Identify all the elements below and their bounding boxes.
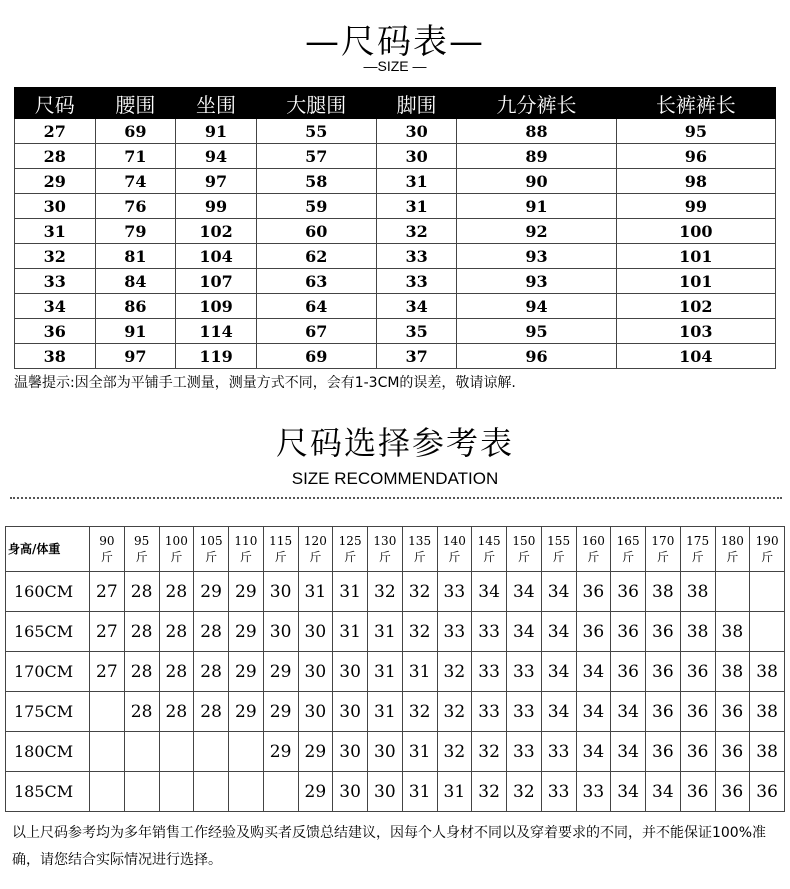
size-suggestion-cell: 33 bbox=[507, 732, 542, 772]
size-cell: 84 bbox=[95, 269, 176, 294]
size-cell: 34 bbox=[376, 294, 457, 319]
height-label: 185CM bbox=[6, 772, 90, 812]
size-suggestion-cell: 31 bbox=[333, 572, 368, 612]
weight-unit: 斤 bbox=[309, 550, 322, 564]
size-cell: 94 bbox=[457, 294, 616, 319]
size-suggestion-cell: 29 bbox=[229, 572, 264, 612]
size-suggestion-cell bbox=[159, 772, 194, 812]
size-suggestion-cell: 34 bbox=[611, 772, 646, 812]
size-cell: 37 bbox=[376, 344, 457, 369]
size-suggestion-cell: 29 bbox=[229, 612, 264, 652]
weight-unit: 斤 bbox=[378, 550, 391, 564]
size-suggestion-cell bbox=[715, 572, 750, 612]
weight-header bbox=[437, 527, 472, 572]
size-cell: 107 bbox=[176, 269, 257, 294]
size-suggestion-cell: 27 bbox=[90, 652, 125, 692]
weight-unit: 斤 bbox=[656, 550, 669, 564]
size-cell: 95 bbox=[616, 119, 775, 144]
size-suggestion-cell: 31 bbox=[437, 772, 472, 812]
weight-header bbox=[611, 527, 646, 572]
size-cell: 31 bbox=[376, 169, 457, 194]
size-suggestion-cell: 33 bbox=[507, 692, 542, 732]
size-cell: 69 bbox=[256, 344, 376, 369]
size-suggestion-cell: 28 bbox=[194, 652, 229, 692]
size-row bbox=[15, 269, 776, 294]
recommendation-subtitle: SIZE RECOMMENDATION bbox=[291, 469, 499, 488]
size-suggestion-cell: 38 bbox=[750, 692, 785, 732]
size-suggestion-cell: 29 bbox=[229, 692, 264, 732]
size-suggestion-cell: 30 bbox=[263, 612, 298, 652]
height-label: 165CM bbox=[6, 612, 90, 652]
corner-label: 身高/体重 bbox=[6, 527, 90, 572]
size-suggestion-cell: 28 bbox=[124, 572, 159, 612]
weight-value: 125 bbox=[338, 534, 362, 548]
size-cell: 97 bbox=[176, 169, 257, 194]
size-suggestion-cell: 36 bbox=[611, 612, 646, 652]
size-suggestion-cell: 33 bbox=[541, 772, 576, 812]
weight-value: 170 bbox=[651, 534, 675, 548]
weight-header bbox=[507, 527, 542, 572]
size-cell: 103 bbox=[616, 319, 775, 344]
size-header-cell: 大腿围 bbox=[256, 88, 376, 119]
size-suggestion-cell: 32 bbox=[437, 732, 472, 772]
size-cell: 96 bbox=[616, 144, 775, 169]
size-suggestion-cell: 32 bbox=[437, 692, 472, 732]
size-row bbox=[15, 119, 776, 144]
size-row bbox=[15, 294, 776, 319]
size-cell: 88 bbox=[457, 119, 616, 144]
recommendation-body bbox=[6, 572, 785, 812]
size-suggestion-cell: 28 bbox=[124, 652, 159, 692]
size-cell: 33 bbox=[15, 269, 96, 294]
weight-value: 190 bbox=[755, 534, 779, 548]
size-header-cell: 九分裤长 bbox=[457, 88, 616, 119]
size-suggestion-cell: 34 bbox=[611, 732, 646, 772]
size-cell: 69 bbox=[95, 119, 176, 144]
size-suggestion-cell: 32 bbox=[507, 772, 542, 812]
size-suggestion-cell: 32 bbox=[402, 612, 437, 652]
size-suggestion-cell: 33 bbox=[472, 612, 507, 652]
recommendation-title: 尺码选择参考表 bbox=[275, 424, 514, 462]
size-cell: 60 bbox=[256, 219, 376, 244]
size-suggestion-cell: 29 bbox=[229, 652, 264, 692]
size-suggestion-cell: 31 bbox=[368, 612, 403, 652]
size-cell: 30 bbox=[376, 119, 457, 144]
size-cell: 27 bbox=[15, 119, 96, 144]
weight-unit: 斤 bbox=[483, 550, 496, 564]
weight-value: 115 bbox=[269, 534, 293, 548]
size-suggestion-cell bbox=[124, 772, 159, 812]
weight-header bbox=[715, 527, 750, 572]
size-suggestion-cell: 30 bbox=[263, 572, 298, 612]
size-cell: 58 bbox=[256, 169, 376, 194]
size-cell: 31 bbox=[376, 194, 457, 219]
size-suggestion-cell: 34 bbox=[541, 572, 576, 612]
weight-value: 90 bbox=[99, 534, 115, 548]
size-cell: 36 bbox=[15, 319, 96, 344]
size-cell: 55 bbox=[256, 119, 376, 144]
size-suggestion-cell: 31 bbox=[402, 772, 437, 812]
size-suggestion-cell: 33 bbox=[541, 732, 576, 772]
size-suggestion-cell: 34 bbox=[611, 692, 646, 732]
size-cell: 94 bbox=[176, 144, 257, 169]
size-suggestion-cell: 30 bbox=[368, 732, 403, 772]
size-cell: 104 bbox=[176, 244, 257, 269]
recommendation-row bbox=[6, 612, 785, 652]
size-cell: 86 bbox=[95, 294, 176, 319]
weight-value: 95 bbox=[133, 534, 150, 548]
size-suggestion-cell: 28 bbox=[194, 612, 229, 652]
size-suggestion-cell: 28 bbox=[159, 692, 194, 732]
weight-value: 165 bbox=[616, 534, 640, 548]
size-suggestion-cell bbox=[159, 732, 194, 772]
size-suggestion-cell bbox=[90, 692, 125, 732]
size-cell: 62 bbox=[256, 244, 376, 269]
size-suggestion-cell bbox=[750, 612, 785, 652]
weight-unit: 斤 bbox=[726, 550, 739, 564]
size-cell: 98 bbox=[616, 169, 775, 194]
size-suggestion-cell: 34 bbox=[576, 692, 611, 732]
size-suggestion-cell: 32 bbox=[402, 692, 437, 732]
size-header-cell: 尺码 bbox=[15, 88, 96, 119]
size-cell: 81 bbox=[95, 244, 176, 269]
weight-unit: 斤 bbox=[274, 550, 287, 564]
weight-header bbox=[402, 527, 437, 572]
size-header-cell: 长裤裤长 bbox=[616, 88, 775, 119]
size-cell: 102 bbox=[176, 219, 257, 244]
size-header-cell: 坐围 bbox=[176, 88, 257, 119]
size-suggestion-cell: 32 bbox=[472, 732, 507, 772]
size-suggestion-cell: 32 bbox=[437, 652, 472, 692]
size-cell: 97 bbox=[95, 344, 176, 369]
size-suggestion-cell: 36 bbox=[646, 612, 681, 652]
size-cell: 30 bbox=[376, 144, 457, 169]
size-suggestion-cell: 30 bbox=[333, 732, 368, 772]
size-suggestion-cell: 34 bbox=[576, 732, 611, 772]
weight-header bbox=[159, 527, 194, 572]
size-suggestion-cell bbox=[124, 732, 159, 772]
size-suggestion-cell: 36 bbox=[646, 652, 681, 692]
weight-value: 120 bbox=[303, 534, 327, 548]
size-suggestion-cell: 34 bbox=[541, 612, 576, 652]
size-cell: 90 bbox=[457, 169, 616, 194]
weight-header bbox=[194, 527, 229, 572]
size-cell: 59 bbox=[256, 194, 376, 219]
size-suggestion-cell: 38 bbox=[680, 572, 715, 612]
size-suggestion-cell: 33 bbox=[472, 692, 507, 732]
size-suggestion-cell: 32 bbox=[368, 572, 403, 612]
height-label: 170CM bbox=[6, 652, 90, 692]
size-suggestion-cell: 34 bbox=[576, 652, 611, 692]
size-chart-table bbox=[14, 87, 776, 369]
recommendation-row bbox=[6, 652, 785, 692]
size-cell: 114 bbox=[176, 319, 257, 344]
size-suggestion-cell: 27 bbox=[90, 612, 125, 652]
size-cell: 38 bbox=[15, 344, 96, 369]
size-cell: 100 bbox=[616, 219, 775, 244]
size-suggestion-cell: 31 bbox=[368, 692, 403, 732]
size-suggestion-cell: 30 bbox=[333, 772, 368, 812]
size-cell: 71 bbox=[95, 144, 176, 169]
weight-unit: 斤 bbox=[205, 550, 218, 564]
size-suggestion-cell: 31 bbox=[402, 732, 437, 772]
weight-unit: 斤 bbox=[170, 550, 183, 564]
weight-value: 110 bbox=[234, 534, 258, 548]
weight-value: 180 bbox=[720, 534, 744, 548]
size-cell: 93 bbox=[457, 244, 616, 269]
size-suggestion-cell: 34 bbox=[507, 612, 542, 652]
size-cell: 32 bbox=[15, 244, 96, 269]
size-suggestion-cell bbox=[263, 772, 298, 812]
size-cell: 35 bbox=[376, 319, 457, 344]
size-row bbox=[15, 194, 776, 219]
size-suggestion-cell: 32 bbox=[472, 772, 507, 812]
size-cell: 31 bbox=[15, 219, 96, 244]
size-cell: 91 bbox=[95, 319, 176, 344]
size-row bbox=[15, 144, 776, 169]
size-cell: 89 bbox=[457, 144, 616, 169]
size-suggestion-cell: 38 bbox=[750, 732, 785, 772]
weight-value: 145 bbox=[477, 534, 501, 548]
size-row bbox=[15, 319, 776, 344]
weight-header bbox=[472, 527, 507, 572]
size-suggestion-cell: 36 bbox=[680, 732, 715, 772]
size-suggestion-cell: 38 bbox=[715, 652, 750, 692]
size-row bbox=[15, 169, 776, 194]
weight-unit: 斤 bbox=[761, 550, 774, 564]
size-cell: 33 bbox=[376, 244, 457, 269]
size-cell: 119 bbox=[176, 344, 257, 369]
size-suggestion-cell bbox=[194, 772, 229, 812]
size-suggestion-cell: 38 bbox=[750, 652, 785, 692]
size-cell: 29 bbox=[15, 169, 96, 194]
size-suggestion-cell: 29 bbox=[298, 732, 333, 772]
size-suggestion-cell: 36 bbox=[646, 732, 681, 772]
size-suggestion-cell: 38 bbox=[646, 572, 681, 612]
size-cell: 34 bbox=[15, 294, 96, 319]
size-cell: 67 bbox=[256, 319, 376, 344]
weight-value: 140 bbox=[442, 534, 466, 548]
size-suggestion-cell: 29 bbox=[263, 692, 298, 732]
measurement-note: 温馨提示:因全部为平铺手工测量，测量方式不同，会有1-3CM的误差，敬请谅解. bbox=[14, 375, 516, 391]
size-chart-subtitle: —SIZE — bbox=[363, 58, 427, 74]
recommendation-row bbox=[6, 772, 785, 812]
size-cell: 93 bbox=[457, 269, 616, 294]
size-chart-title: —尺码表— bbox=[305, 22, 485, 62]
weight-value: 100 bbox=[164, 534, 188, 548]
weight-unit: 斤 bbox=[100, 550, 113, 564]
weight-header bbox=[368, 527, 403, 572]
size-row bbox=[15, 344, 776, 369]
dotted-divider bbox=[10, 497, 782, 499]
recommendation-header-row bbox=[6, 527, 785, 572]
size-suggestion-cell: 36 bbox=[680, 652, 715, 692]
recommendation-row bbox=[6, 692, 785, 732]
size-suggestion-cell: 34 bbox=[541, 652, 576, 692]
weight-value: 160 bbox=[581, 534, 605, 548]
size-suggestion-cell: 33 bbox=[437, 572, 472, 612]
height-label: 180CM bbox=[6, 732, 90, 772]
weight-unit: 斤 bbox=[448, 550, 461, 564]
weight-value: 105 bbox=[199, 534, 223, 548]
weight-value: 130 bbox=[373, 534, 397, 548]
weight-value: 150 bbox=[512, 534, 536, 548]
size-cell: 91 bbox=[457, 194, 616, 219]
size-header-cell: 腰围 bbox=[95, 88, 176, 119]
size-suggestion-cell: 30 bbox=[333, 692, 368, 732]
size-cell: 92 bbox=[457, 219, 616, 244]
size-suggestion-cell: 33 bbox=[507, 652, 542, 692]
size-suggestion-cell: 30 bbox=[368, 772, 403, 812]
size-cell: 32 bbox=[376, 219, 457, 244]
size-suggestion-cell: 34 bbox=[646, 772, 681, 812]
size-suggestion-cell bbox=[194, 732, 229, 772]
size-cell: 99 bbox=[176, 194, 257, 219]
size-suggestion-cell: 38 bbox=[680, 612, 715, 652]
size-cell: 57 bbox=[256, 144, 376, 169]
size-suggestion-cell: 29 bbox=[298, 772, 333, 812]
weight-unit: 斤 bbox=[344, 550, 357, 564]
size-suggestion-cell bbox=[90, 732, 125, 772]
recommendation-note: 以上尺码参考均为多年销售工作经验及购买者反馈总结建议，因每个人身材不同以及穿着要求的不同，并不能保证100%准确，请您结合实际情况进行选择。 bbox=[12, 825, 767, 868]
size-suggestion-cell: 36 bbox=[611, 572, 646, 612]
size-cell: 30 bbox=[15, 194, 96, 219]
size-suggestion-cell: 36 bbox=[576, 612, 611, 652]
size-cell: 104 bbox=[616, 344, 775, 369]
recommendation-row bbox=[6, 732, 785, 772]
size-suggestion-cell: 30 bbox=[333, 652, 368, 692]
size-suggestion-cell: 29 bbox=[263, 732, 298, 772]
size-cell: 33 bbox=[376, 269, 457, 294]
size-suggestion-cell: 33 bbox=[472, 652, 507, 692]
size-suggestion-cell: 32 bbox=[402, 572, 437, 612]
size-cell: 109 bbox=[176, 294, 257, 319]
weight-header bbox=[750, 527, 785, 572]
size-suggestion-cell: 36 bbox=[715, 732, 750, 772]
size-header-cell: 脚围 bbox=[376, 88, 457, 119]
size-suggestion-cell bbox=[750, 572, 785, 612]
size-suggestion-cell: 36 bbox=[611, 652, 646, 692]
size-chart-header-row bbox=[15, 88, 776, 119]
weight-value: 175 bbox=[686, 534, 710, 548]
size-suggestion-cell: 28 bbox=[159, 572, 194, 612]
size-suggestion-cell: 29 bbox=[194, 572, 229, 612]
weight-unit: 斤 bbox=[587, 550, 600, 564]
size-suggestion-cell: 34 bbox=[507, 572, 542, 612]
weight-header bbox=[646, 527, 681, 572]
size-suggestion-cell: 31 bbox=[368, 652, 403, 692]
size-cell: 74 bbox=[95, 169, 176, 194]
size-suggestion-cell: 36 bbox=[715, 772, 750, 812]
size-suggestion-cell: 30 bbox=[298, 612, 333, 652]
size-suggestion-cell bbox=[229, 772, 264, 812]
size-suggestion-cell: 30 bbox=[298, 652, 333, 692]
size-suggestion-cell: 36 bbox=[576, 572, 611, 612]
size-suggestion-cell: 28 bbox=[159, 652, 194, 692]
weight-unit: 斤 bbox=[622, 550, 635, 564]
size-suggestion-cell: 33 bbox=[437, 612, 472, 652]
size-suggestion-cell bbox=[229, 732, 264, 772]
size-suggestion-cell: 29 bbox=[263, 652, 298, 692]
size-suggestion-cell: 28 bbox=[159, 612, 194, 652]
weight-unit: 斤 bbox=[517, 550, 530, 564]
size-suggestion-cell: 36 bbox=[680, 772, 715, 812]
weight-unit: 斤 bbox=[552, 550, 565, 564]
size-cell: 96 bbox=[457, 344, 616, 369]
size-suggestion-cell: 30 bbox=[298, 692, 333, 732]
size-suggestion-cell: 31 bbox=[402, 652, 437, 692]
size-suggestion-cell: 36 bbox=[750, 772, 785, 812]
weight-header bbox=[124, 527, 159, 572]
weight-header bbox=[229, 527, 264, 572]
size-cell: 63 bbox=[256, 269, 376, 294]
size-cell: 99 bbox=[616, 194, 775, 219]
size-suggestion-cell bbox=[90, 772, 125, 812]
height-label: 175CM bbox=[6, 692, 90, 732]
weight-value: 135 bbox=[408, 534, 432, 548]
weight-unit: 斤 bbox=[239, 550, 252, 564]
size-suggestion-cell: 31 bbox=[333, 612, 368, 652]
size-suggestion-cell: 38 bbox=[715, 612, 750, 652]
size-suggestion-cell: 36 bbox=[680, 692, 715, 732]
recommendation-table bbox=[5, 526, 785, 812]
weight-header bbox=[298, 527, 333, 572]
height-label: 160CM bbox=[6, 572, 90, 612]
size-suggestion-cell: 27 bbox=[90, 572, 125, 612]
size-suggestion-cell: 33 bbox=[576, 772, 611, 812]
weight-value: 155 bbox=[547, 534, 571, 548]
weight-unit: 斤 bbox=[691, 550, 704, 564]
size-suggestion-cell: 28 bbox=[194, 692, 229, 732]
size-cell: 102 bbox=[616, 294, 775, 319]
weight-header bbox=[90, 527, 125, 572]
weight-header bbox=[680, 527, 715, 572]
weight-header bbox=[263, 527, 298, 572]
recommendation-row bbox=[6, 572, 785, 612]
weight-unit: 斤 bbox=[413, 550, 426, 564]
weight-header bbox=[576, 527, 611, 572]
weight-header bbox=[333, 527, 368, 572]
size-cell: 28 bbox=[15, 144, 96, 169]
size-suggestion-cell: 36 bbox=[646, 692, 681, 732]
size-cell: 64 bbox=[256, 294, 376, 319]
size-cell: 101 bbox=[616, 244, 775, 269]
size-suggestion-cell: 36 bbox=[715, 692, 750, 732]
size-suggestion-cell: 28 bbox=[124, 692, 159, 732]
size-suggestion-cell: 31 bbox=[298, 572, 333, 612]
size-cell: 79 bbox=[95, 219, 176, 244]
size-cell: 95 bbox=[457, 319, 616, 344]
size-cell: 101 bbox=[616, 269, 775, 294]
size-row bbox=[15, 219, 776, 244]
size-chart-body bbox=[15, 119, 776, 369]
size-row bbox=[15, 244, 776, 269]
size-cell: 76 bbox=[95, 194, 176, 219]
weight-header bbox=[541, 527, 576, 572]
size-suggestion-cell: 28 bbox=[124, 612, 159, 652]
size-suggestion-cell: 34 bbox=[541, 692, 576, 732]
size-suggestion-cell: 34 bbox=[472, 572, 507, 612]
weight-unit: 斤 bbox=[135, 550, 148, 564]
size-cell: 91 bbox=[176, 119, 257, 144]
